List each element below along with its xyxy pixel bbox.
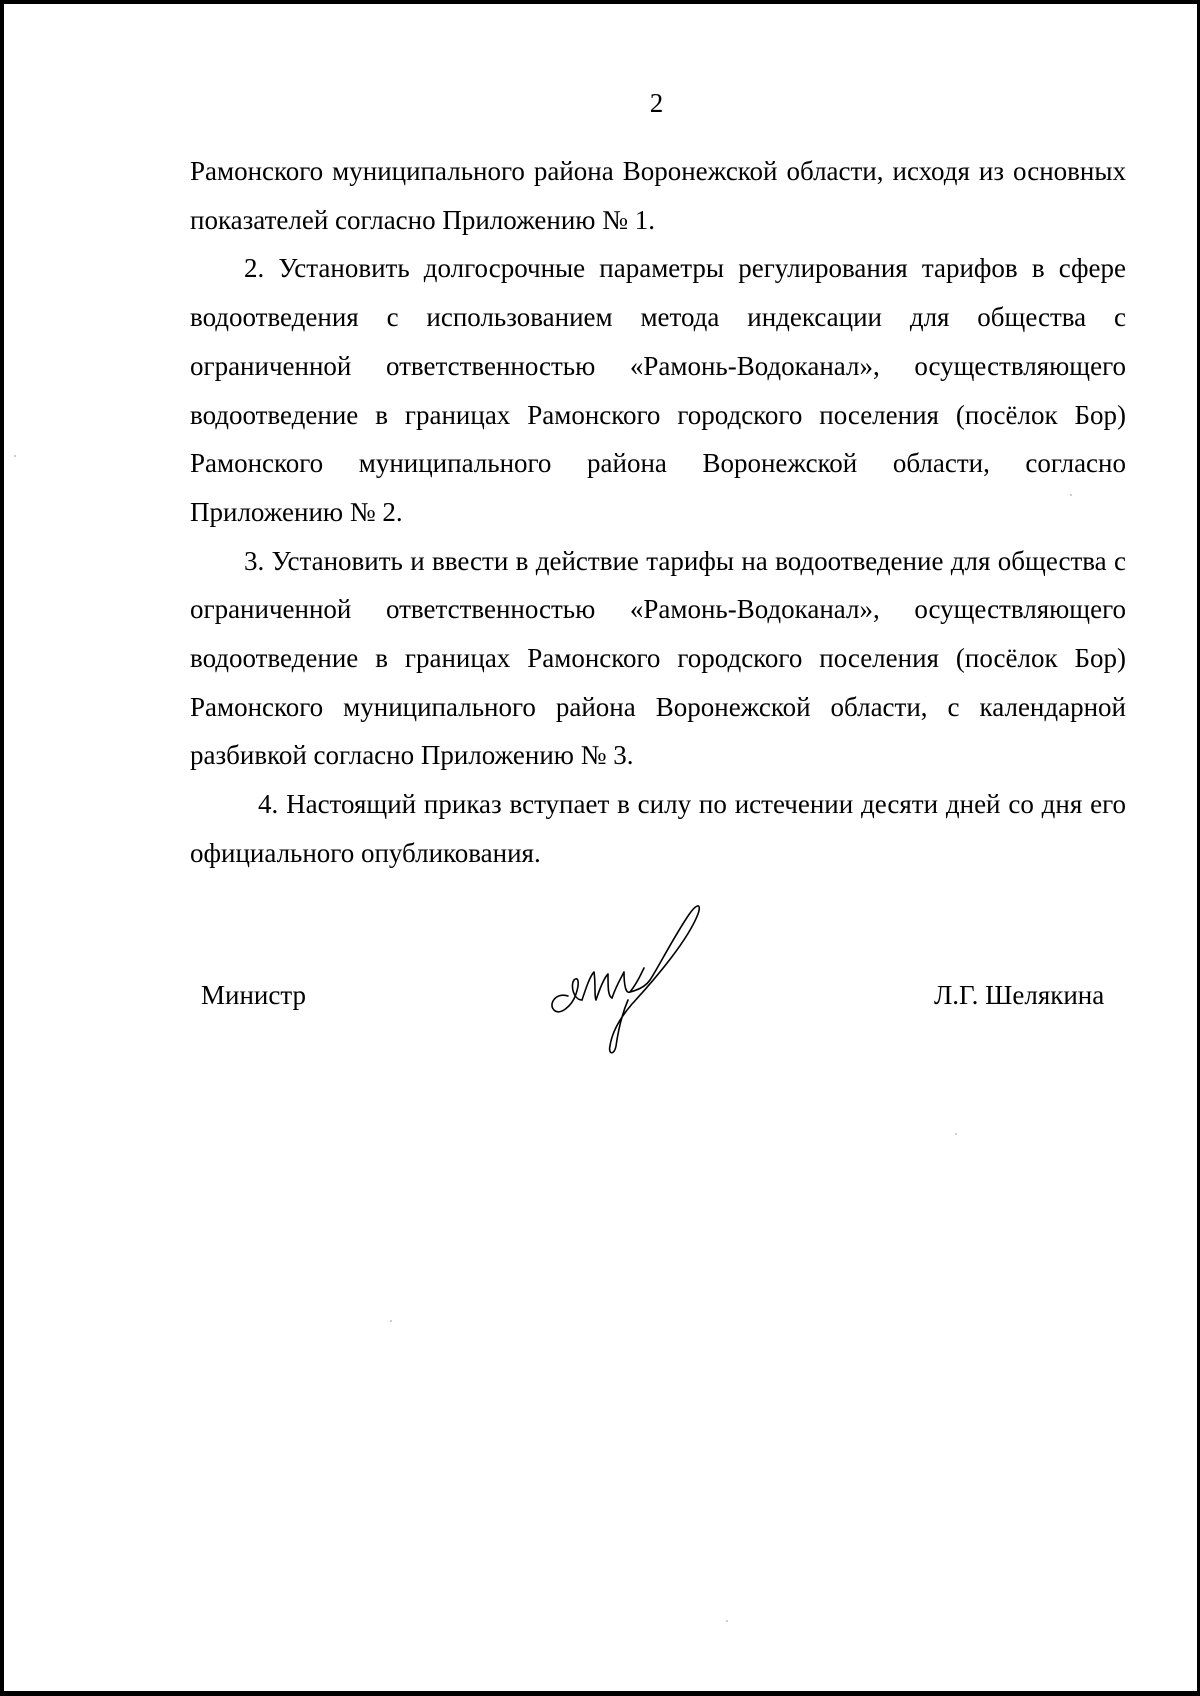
signatory-title: Министр — [201, 980, 306, 1010]
scan-speck — [390, 1320, 392, 1322]
paragraph-item-2: 2. Установить долгосрочные параметры регулирования тарифов в сфере водоотведения с использованием метода индексации для общества с ограниченной ответственностью «Рамонь-Водоканал», осуществляющего водоотведение в границах Рамонского городского поселения (посёлок Бор) Рамонского муниципального района Воронежской области, согласно Приложению № 2. — [190, 253, 1126, 527]
signatory-name: Л.Г. Шелякина — [934, 980, 1105, 1010]
paragraph-item-4: 4. Настоящий приказ вступает в силу по истечении десяти дней со дня его официального опубликования. — [190, 789, 1126, 868]
scan-speck — [726, 1620, 728, 1622]
paragraph-continuation: Рамонского муниципального района Воронежской области, исходя из основных показателей согласно Приложению № 1. — [190, 156, 1126, 235]
page-number: 2 — [649, 88, 664, 118]
paragraph-item-3: 3. Установить и ввести в действие тарифы на водоотведение для общества с ограниченной ответственностью «Рамонь-Водоканал», осуществляющего водоотведение в границах Рамонского городского поселения (посёлок Бор) Рамонского муниципального района Воронежской области, с календарной разбивкой согласно Приложению № 3. — [190, 545, 1126, 771]
scan-speck — [955, 1133, 957, 1135]
scan-speck — [14, 455, 16, 457]
document-body — [190, 147, 1126, 878]
scan-speck — [1070, 494, 1072, 496]
handwritten-signature — [538, 896, 708, 1056]
